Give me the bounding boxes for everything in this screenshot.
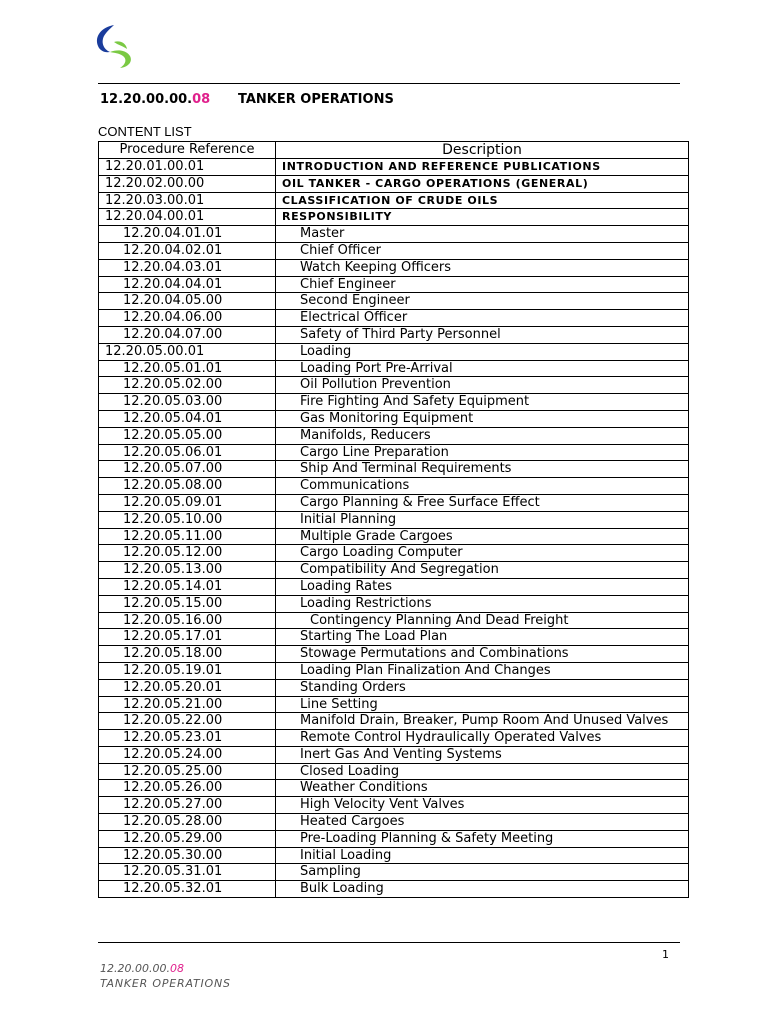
- description: Gas Monitoring Equipment: [276, 410, 689, 427]
- table-row: [99, 612, 689, 629]
- procedure-reference: 12.20.04.07.00: [99, 326, 276, 343]
- description: Loading Restrictions: [276, 595, 689, 612]
- table-row: [99, 847, 689, 864]
- table-row: [99, 814, 689, 831]
- procedure-reference: 12.20.04.04.01: [99, 276, 276, 293]
- description: CLASSIFICATION OF CRUDE OILS: [276, 192, 689, 209]
- table-row: [99, 175, 689, 192]
- description: Loading: [276, 343, 689, 360]
- procedure-reference: 12.20.05.07.00: [99, 461, 276, 478]
- description: Master: [276, 226, 689, 243]
- table-row: [99, 780, 689, 797]
- description: Cargo Planning & Free Surface Effect: [276, 494, 689, 511]
- table-row: [99, 562, 689, 579]
- procedure-reference: 12.20.05.30.00: [99, 847, 276, 864]
- table-row: [99, 730, 689, 747]
- description: INTRODUCTION AND REFERENCE PUBLICATIONS: [276, 159, 689, 176]
- procedure-reference: 12.20.05.12.00: [99, 545, 276, 562]
- description: Initial Loading: [276, 847, 689, 864]
- description: Loading Port Pre-Arrival: [276, 360, 689, 377]
- description: Manifold Drain, Breaker, Pump Room And Unused Valves: [276, 713, 689, 730]
- description: Line Setting: [276, 696, 689, 713]
- table-row: [99, 461, 689, 478]
- table-row: [99, 763, 689, 780]
- description: Second Engineer: [276, 293, 689, 310]
- description: RESPONSIBILITY: [276, 209, 689, 226]
- description: Contingency Planning And Dead Freight: [276, 612, 689, 629]
- description: High Velocity Vent Valves: [276, 797, 689, 814]
- procedure-reference: 12.20.05.19.01: [99, 662, 276, 679]
- procedure-reference: 12.20.05.25.00: [99, 763, 276, 780]
- description: Weather Conditions: [276, 780, 689, 797]
- footer-code: [100, 962, 184, 975]
- description: Initial Planning: [276, 511, 689, 528]
- procedure-reference: 12.20.05.05.00: [99, 427, 276, 444]
- heading-code-prefix: 12.20.00.00.: [100, 92, 193, 107]
- description: Fire Fighting And Safety Equipment: [276, 394, 689, 411]
- table-row: [99, 881, 689, 898]
- table-row: [99, 696, 689, 713]
- footer-title: TANKER OPERATIONS: [100, 977, 231, 990]
- table-row: [99, 242, 689, 259]
- table-row: [99, 293, 689, 310]
- description: Remote Control Hydraulically Operated Valves: [276, 730, 689, 747]
- procedure-reference: 12.20.05.11.00: [99, 528, 276, 545]
- procedure-reference: 12.20.05.08.00: [99, 478, 276, 495]
- table-row: [99, 360, 689, 377]
- description: OIL TANKER - CARGO OPERATIONS (GENERAL): [276, 175, 689, 192]
- procedure-reference: 12.20.05.02.00: [99, 377, 276, 394]
- description: Cargo Loading Computer: [276, 545, 689, 562]
- description: Stowage Permutations and Combinations: [276, 646, 689, 663]
- content-table: [98, 141, 689, 898]
- table-row: [99, 528, 689, 545]
- table-row: [99, 511, 689, 528]
- table-row: [99, 192, 689, 209]
- procedure-reference: 12.20.05.27.00: [99, 797, 276, 814]
- column-header-reference: Procedure Reference: [99, 142, 276, 159]
- description: Standing Orders: [276, 679, 689, 696]
- procedure-reference: 12.20.05.17.01: [99, 629, 276, 646]
- table-row: [99, 545, 689, 562]
- description: Sampling: [276, 864, 689, 881]
- procedure-reference: 12.20.04.06.00: [99, 310, 276, 327]
- table-row: [99, 209, 689, 226]
- description: Compatibility And Segregation: [276, 562, 689, 579]
- procedure-reference: 12.20.03.00.01: [99, 192, 276, 209]
- description: Communications: [276, 478, 689, 495]
- description: Chief Officer: [276, 242, 689, 259]
- description: Safety of Third Party Personnel: [276, 326, 689, 343]
- procedure-reference: 12.20.05.14.01: [99, 578, 276, 595]
- procedure-reference: 12.20.05.10.00: [99, 511, 276, 528]
- table-row: [99, 444, 689, 461]
- description: Cargo Line Preparation: [276, 444, 689, 461]
- heading-title: TANKER OPERATIONS: [238, 92, 394, 107]
- heading-code-suffix: 08: [192, 92, 211, 107]
- procedure-reference: 12.20.05.00.01: [99, 343, 276, 360]
- procedure-reference: 12.20.05.28.00: [99, 814, 276, 831]
- table-row: [99, 427, 689, 444]
- footer-code-prefix: 12.20.00.00.: [100, 962, 170, 975]
- procedure-reference: 12.20.05.29.00: [99, 830, 276, 847]
- description: Closed Loading: [276, 763, 689, 780]
- description: Heated Cargoes: [276, 814, 689, 831]
- description: Starting The Load Plan: [276, 629, 689, 646]
- procedure-reference: 12.20.05.04.01: [99, 410, 276, 427]
- procedure-reference: 12.20.04.05.00: [99, 293, 276, 310]
- procedure-reference: 12.20.05.15.00: [99, 595, 276, 612]
- table-row: [99, 595, 689, 612]
- description: Pre-Loading Planning & Safety Meeting: [276, 830, 689, 847]
- description: Electrical Officer: [276, 310, 689, 327]
- procedure-reference: 12.20.05.21.00: [99, 696, 276, 713]
- procedure-reference: 12.20.05.06.01: [99, 444, 276, 461]
- procedure-reference: 12.20.05.18.00: [99, 646, 276, 663]
- table-row: [99, 259, 689, 276]
- description: Inert Gas And Venting Systems: [276, 746, 689, 763]
- description: Manifolds, Reducers: [276, 427, 689, 444]
- procedure-reference: 12.20.04.01.01: [99, 226, 276, 243]
- table-row: [99, 276, 689, 293]
- table-row: [99, 394, 689, 411]
- page-number: 1: [662, 948, 669, 961]
- footer-code-suffix: 08: [169, 962, 184, 975]
- description: Bulk Loading: [276, 881, 689, 898]
- table-row: [99, 226, 689, 243]
- table-row: [99, 326, 689, 343]
- table-header-row: [99, 142, 689, 159]
- table-row: [99, 679, 689, 696]
- description: Oil Pollution Prevention: [276, 377, 689, 394]
- table-row: [99, 830, 689, 847]
- company-logo-icon: [90, 22, 138, 70]
- procedure-reference: 12.20.04.03.01: [99, 259, 276, 276]
- table-row: [99, 478, 689, 495]
- header-rule: [98, 83, 680, 84]
- procedure-reference: 12.20.05.16.00: [99, 612, 276, 629]
- table-body: [99, 159, 689, 898]
- table-row: [99, 662, 689, 679]
- description: Watch Keeping Officers: [276, 259, 689, 276]
- table-row: [99, 410, 689, 427]
- table-row: [99, 494, 689, 511]
- procedure-reference: 12.20.05.20.01: [99, 679, 276, 696]
- table-row: [99, 578, 689, 595]
- column-header-description: Description: [276, 142, 689, 159]
- procedure-reference: 12.20.04.00.01: [99, 209, 276, 226]
- table-row: [99, 310, 689, 327]
- procedure-reference: 12.20.05.09.01: [99, 494, 276, 511]
- procedure-reference: 12.20.05.24.00: [99, 746, 276, 763]
- description: Ship And Terminal Requirements: [276, 461, 689, 478]
- description: Loading Plan Finalization And Changes: [276, 662, 689, 679]
- table-row: [99, 159, 689, 176]
- table-row: [99, 377, 689, 394]
- procedure-reference: 12.20.05.03.00: [99, 394, 276, 411]
- description: Chief Engineer: [276, 276, 689, 293]
- description: Loading Rates: [276, 578, 689, 595]
- procedure-reference: 12.20.05.31.01: [99, 864, 276, 881]
- document-heading: [100, 92, 394, 107]
- footer-rule: [98, 942, 680, 943]
- procedure-reference: 12.20.05.13.00: [99, 562, 276, 579]
- description: Multiple Grade Cargoes: [276, 528, 689, 545]
- table-row: [99, 343, 689, 360]
- table-row: [99, 646, 689, 663]
- table-row: [99, 713, 689, 730]
- procedure-reference: 12.20.02.00.00: [99, 175, 276, 192]
- table-row: [99, 864, 689, 881]
- table-row: [99, 797, 689, 814]
- procedure-reference: 12.20.01.00.01: [99, 159, 276, 176]
- table-row: [99, 629, 689, 646]
- procedure-reference: 12.20.05.26.00: [99, 780, 276, 797]
- table-row: [99, 746, 689, 763]
- procedure-reference: 12.20.05.01.01: [99, 360, 276, 377]
- procedure-reference: 12.20.04.02.01: [99, 242, 276, 259]
- procedure-reference: 12.20.05.23.01: [99, 730, 276, 747]
- content-list-label: CONTENT LIST: [98, 124, 192, 139]
- procedure-reference: 12.20.05.32.01: [99, 881, 276, 898]
- procedure-reference: 12.20.05.22.00: [99, 713, 276, 730]
